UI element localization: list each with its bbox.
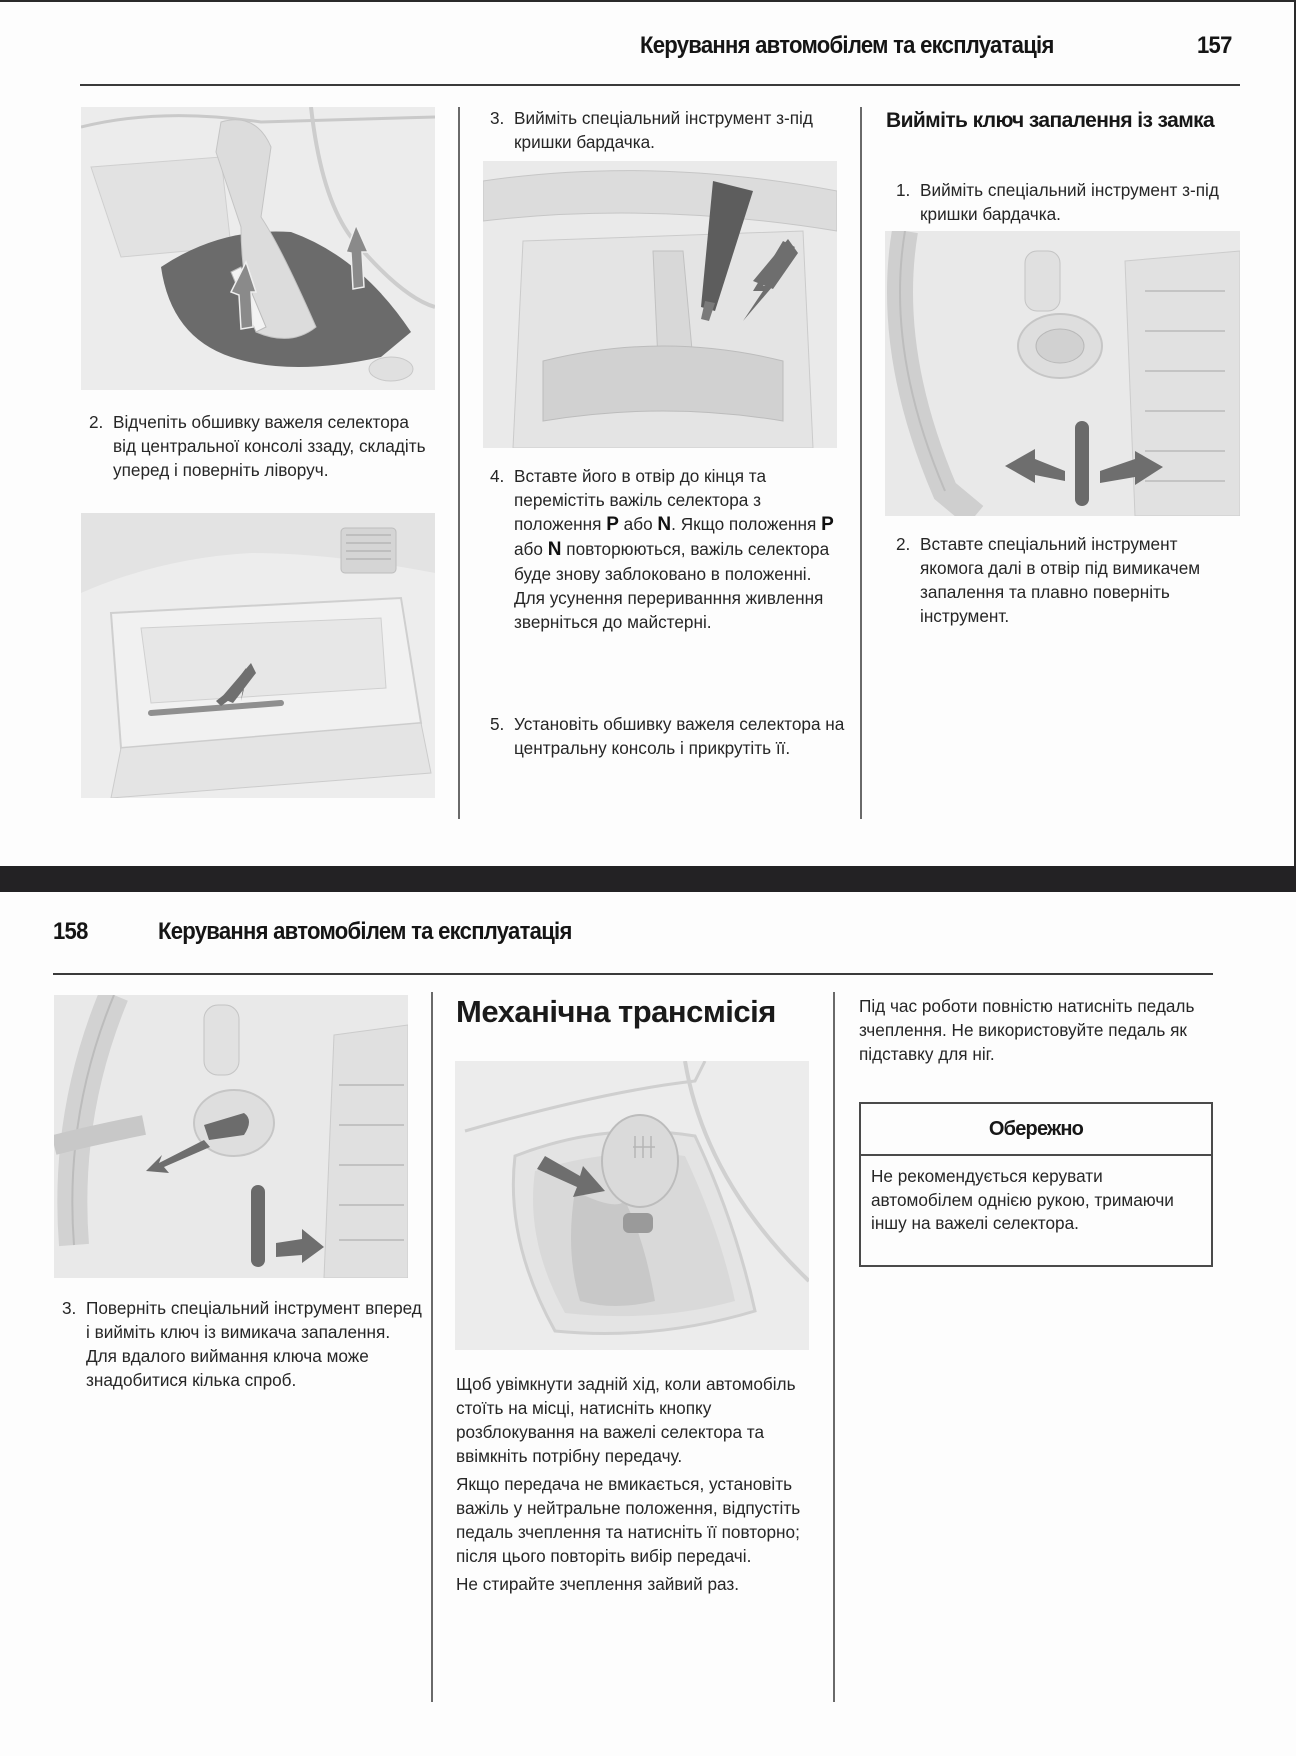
gear-position-p: P	[606, 514, 619, 535]
gear-position-p: P	[821, 514, 834, 535]
step-text: Відчепіть обшивку важеля селектора від центральної консолі ззаду, складіть уперед і поверніть ліворуч.	[113, 412, 426, 480]
step-text: Вийміть спеціальний інструмент з-під кришки бардачка.	[920, 180, 1219, 224]
step-text: Вставте його в отвір до кінця та перемістіть важіль селектора з положення P або N. Якщо положення P або N повторюються, важіль селектора буде знову заблоковано в положенні. Для усунення перериванння живлення зверніться до майстерні.	[514, 466, 834, 632]
page-number: 157	[1197, 32, 1232, 59]
column-divider	[860, 107, 862, 819]
header-rule	[53, 973, 1213, 975]
page-number: 158	[53, 918, 88, 945]
caution-box	[859, 1102, 1213, 1267]
tool-insert-figure	[483, 161, 837, 448]
step-number: 3.	[490, 108, 505, 128]
step-number: 2.	[896, 534, 911, 554]
step-number: 2.	[89, 412, 104, 432]
instruction-step-3	[490, 106, 845, 154]
tool-insert-selector-illustration	[483, 161, 837, 448]
step-number: 4.	[490, 466, 505, 486]
running-header-title: Керування автомобілем та експлуатація	[640, 32, 1054, 59]
column-divider	[458, 107, 460, 819]
section-heading: Механічна трансмісія	[456, 994, 776, 1029]
gear-position-n: N	[547, 539, 562, 560]
glovebox-tool-illustration	[81, 513, 435, 798]
glovebox-figure	[81, 513, 435, 798]
selector-lever-trim-figure	[81, 107, 435, 390]
page-separator	[0, 866, 1296, 892]
ignition-tool-figure	[885, 231, 1240, 516]
gear-knob-figure	[455, 1061, 809, 1350]
step-text: Установіть обшивку важеля селектора на центральну консоль і прикрутіть її.	[514, 714, 845, 758]
instruction-step-4	[490, 464, 845, 634]
paragraph: Не стирайте зчеплення зайвий раз.	[456, 1574, 740, 1594]
column-divider	[833, 992, 835, 1702]
instruction-step-3	[62, 1296, 422, 1392]
ignition-tool-insert-illustration	[885, 231, 1240, 516]
running-header-title: Керування автомобілем та експлуатація	[158, 918, 572, 945]
step-text: Поверніть спеціальний інструмент вперед і вийміть ключ із вимикача запалення. Для вдалого виймання ключа може знадобитися кілька спроб.	[86, 1298, 422, 1390]
gear-position-n: N	[657, 514, 672, 535]
step-number: 5.	[490, 714, 505, 734]
paragraph: Щоб увімкнути задній хід, коли автомобіль стоїть на місці, натисніть кнопку розблокування на важелі селектора та ввімкніть потрібну передачу.	[456, 1374, 796, 1466]
subsection-heading: Вийміть ключ запалення із замка	[886, 109, 1215, 132]
caution-text: Не рекомендується керувати автомобілем однією рукою, тримаючи іншу на важелі селектора.	[871, 1166, 1174, 1233]
step-number: 1.	[896, 180, 911, 200]
step-text: Вставте спеціальний інструмент якомога далі в отвір під вимикачем запалення та плавно поверніть інструмент.	[920, 534, 1201, 626]
header-rule	[80, 84, 1240, 86]
instruction-step-1	[896, 178, 1241, 226]
key-removal-figure	[54, 995, 408, 1278]
instruction-step-2	[896, 532, 1241, 628]
body-text	[456, 1372, 816, 1600]
manual-gear-knob-illustration	[455, 1061, 809, 1350]
column-divider	[431, 992, 433, 1702]
step-text: Вийміть спеціальний інструмент з-під кришки бардачка.	[514, 108, 813, 152]
paragraph: Якщо передача не вмикається, установіть важіль у нейтральне положення, відпустіть педаль зчеплення та натисніть її повторно; після цього повторіть вибір передачі.	[456, 1474, 801, 1566]
step-number: 3.	[62, 1298, 77, 1318]
caution-title: Обережно	[861, 1104, 1211, 1156]
instruction-step-2	[89, 410, 434, 482]
body-text: Під час роботи повністю натисніть педаль зчеплення. Не використовуйте педаль як підставку для ніг.	[859, 996, 1195, 1064]
instruction-step-5	[490, 712, 845, 760]
page-157	[0, 0, 1296, 866]
automatic-selector-lever-trim-illustration	[81, 107, 435, 390]
ignition-key-removal-illustration	[54, 995, 408, 1278]
page-158	[0, 892, 1296, 1756]
